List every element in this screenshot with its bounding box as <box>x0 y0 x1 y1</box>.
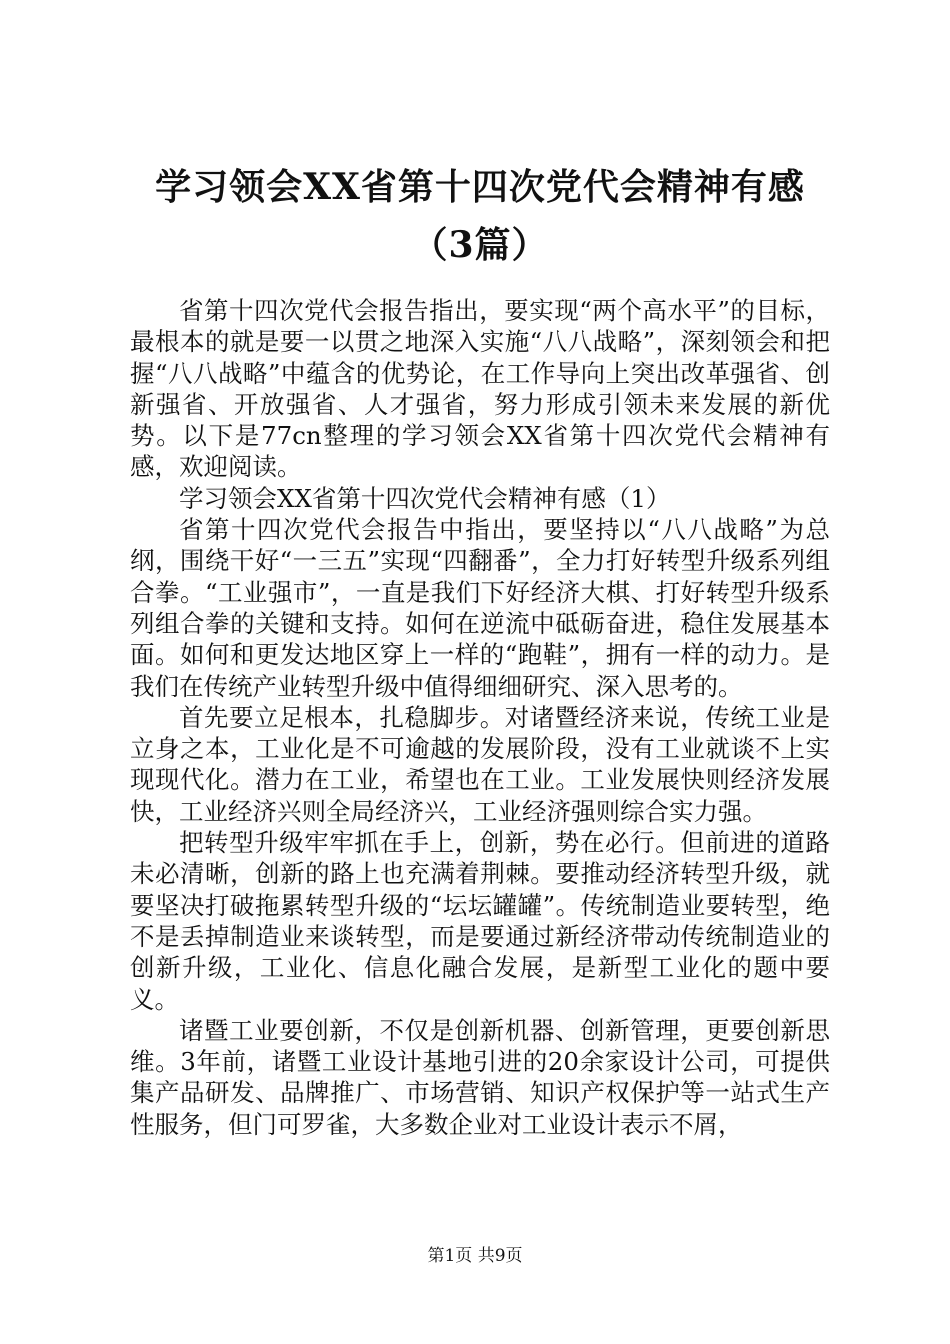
paragraph: 把转型升级牢牢抓在手上，创新，势在必行。但前进的道路未必清晰，创新的路上也充满着荆棘。要推动经济转型升级，就要坚决打破拖累转型升级的“坛坛罐罐”。传统制造业要转型，绝不是丢掉制造业来谈转型，而是要通过新经济带动传统制造业的创新升级，工业化、信息化融合发展，是新型工业化的题中要义。 <box>130 828 830 1014</box>
section-heading: 学习领会XX省第十四次党代会精神有感（1） <box>179 483 671 513</box>
page-footer: 第1页 共9页 <box>427 1246 523 1266</box>
paragraph: 诸暨工业要创新，不仅是创新机器、创新管理，更要创新思维。3年前，诸暨工业设计基地引进的20余家设计公司，可提供集产品研发、品牌推广、市场营销、知识产权保护等一站式生产性服务，但门可罗雀，大多数企业对工业设计表示不屑， <box>130 1015 830 1139</box>
document-title: 学习领会XX省第十四次党代会精神有感（3篇） <box>155 166 805 266</box>
paragraph: 首先要立足根本，扎稳脚步。对诸暨经济来说，传统工业是立身之本，工业化是不可逾越的发展阶段，没有工业就谈不上实现现代化。潜力在工业，希望也在工业。工业发展快则经济发展快，工业经济兴则全局经济兴，工业经济强则综合实力强。 <box>130 702 830 826</box>
paragraph-intro: 省第十四次党代会报告指出，要实现“两个高水平”的目标，最根本的就是要一以贯之地深入实施“八八战略”，深刻领会和把握“八八战略”中蕴含的优势论，在工作导向上突出改革强省、创新强省、开放强省、人才强省，努力形成引领未来发展的新优势。以下是77cn整理的学习领会XX省第十四次党代会精神有感，欢迎阅读。 <box>130 296 830 482</box>
document-body <box>130 295 830 1140</box>
paragraph: 省第十四次党代会报告中指出，要坚持以“八八战略”为总纲，围绕干好“一三五”实现“四翻番”，全力打好转型升级系列组合拳。“工业强市”，一直是我们下好经济大棋、打好转型升级系列组合拳的关键和支持。如何在逆流中砥砺奋进，稳住发展基本面。如何和更发达地区穿上一样的“跑鞋”，拥有一样的动力。是我们在传统产业转型升级中值得细细研究、深入思考的。 <box>130 515 830 701</box>
